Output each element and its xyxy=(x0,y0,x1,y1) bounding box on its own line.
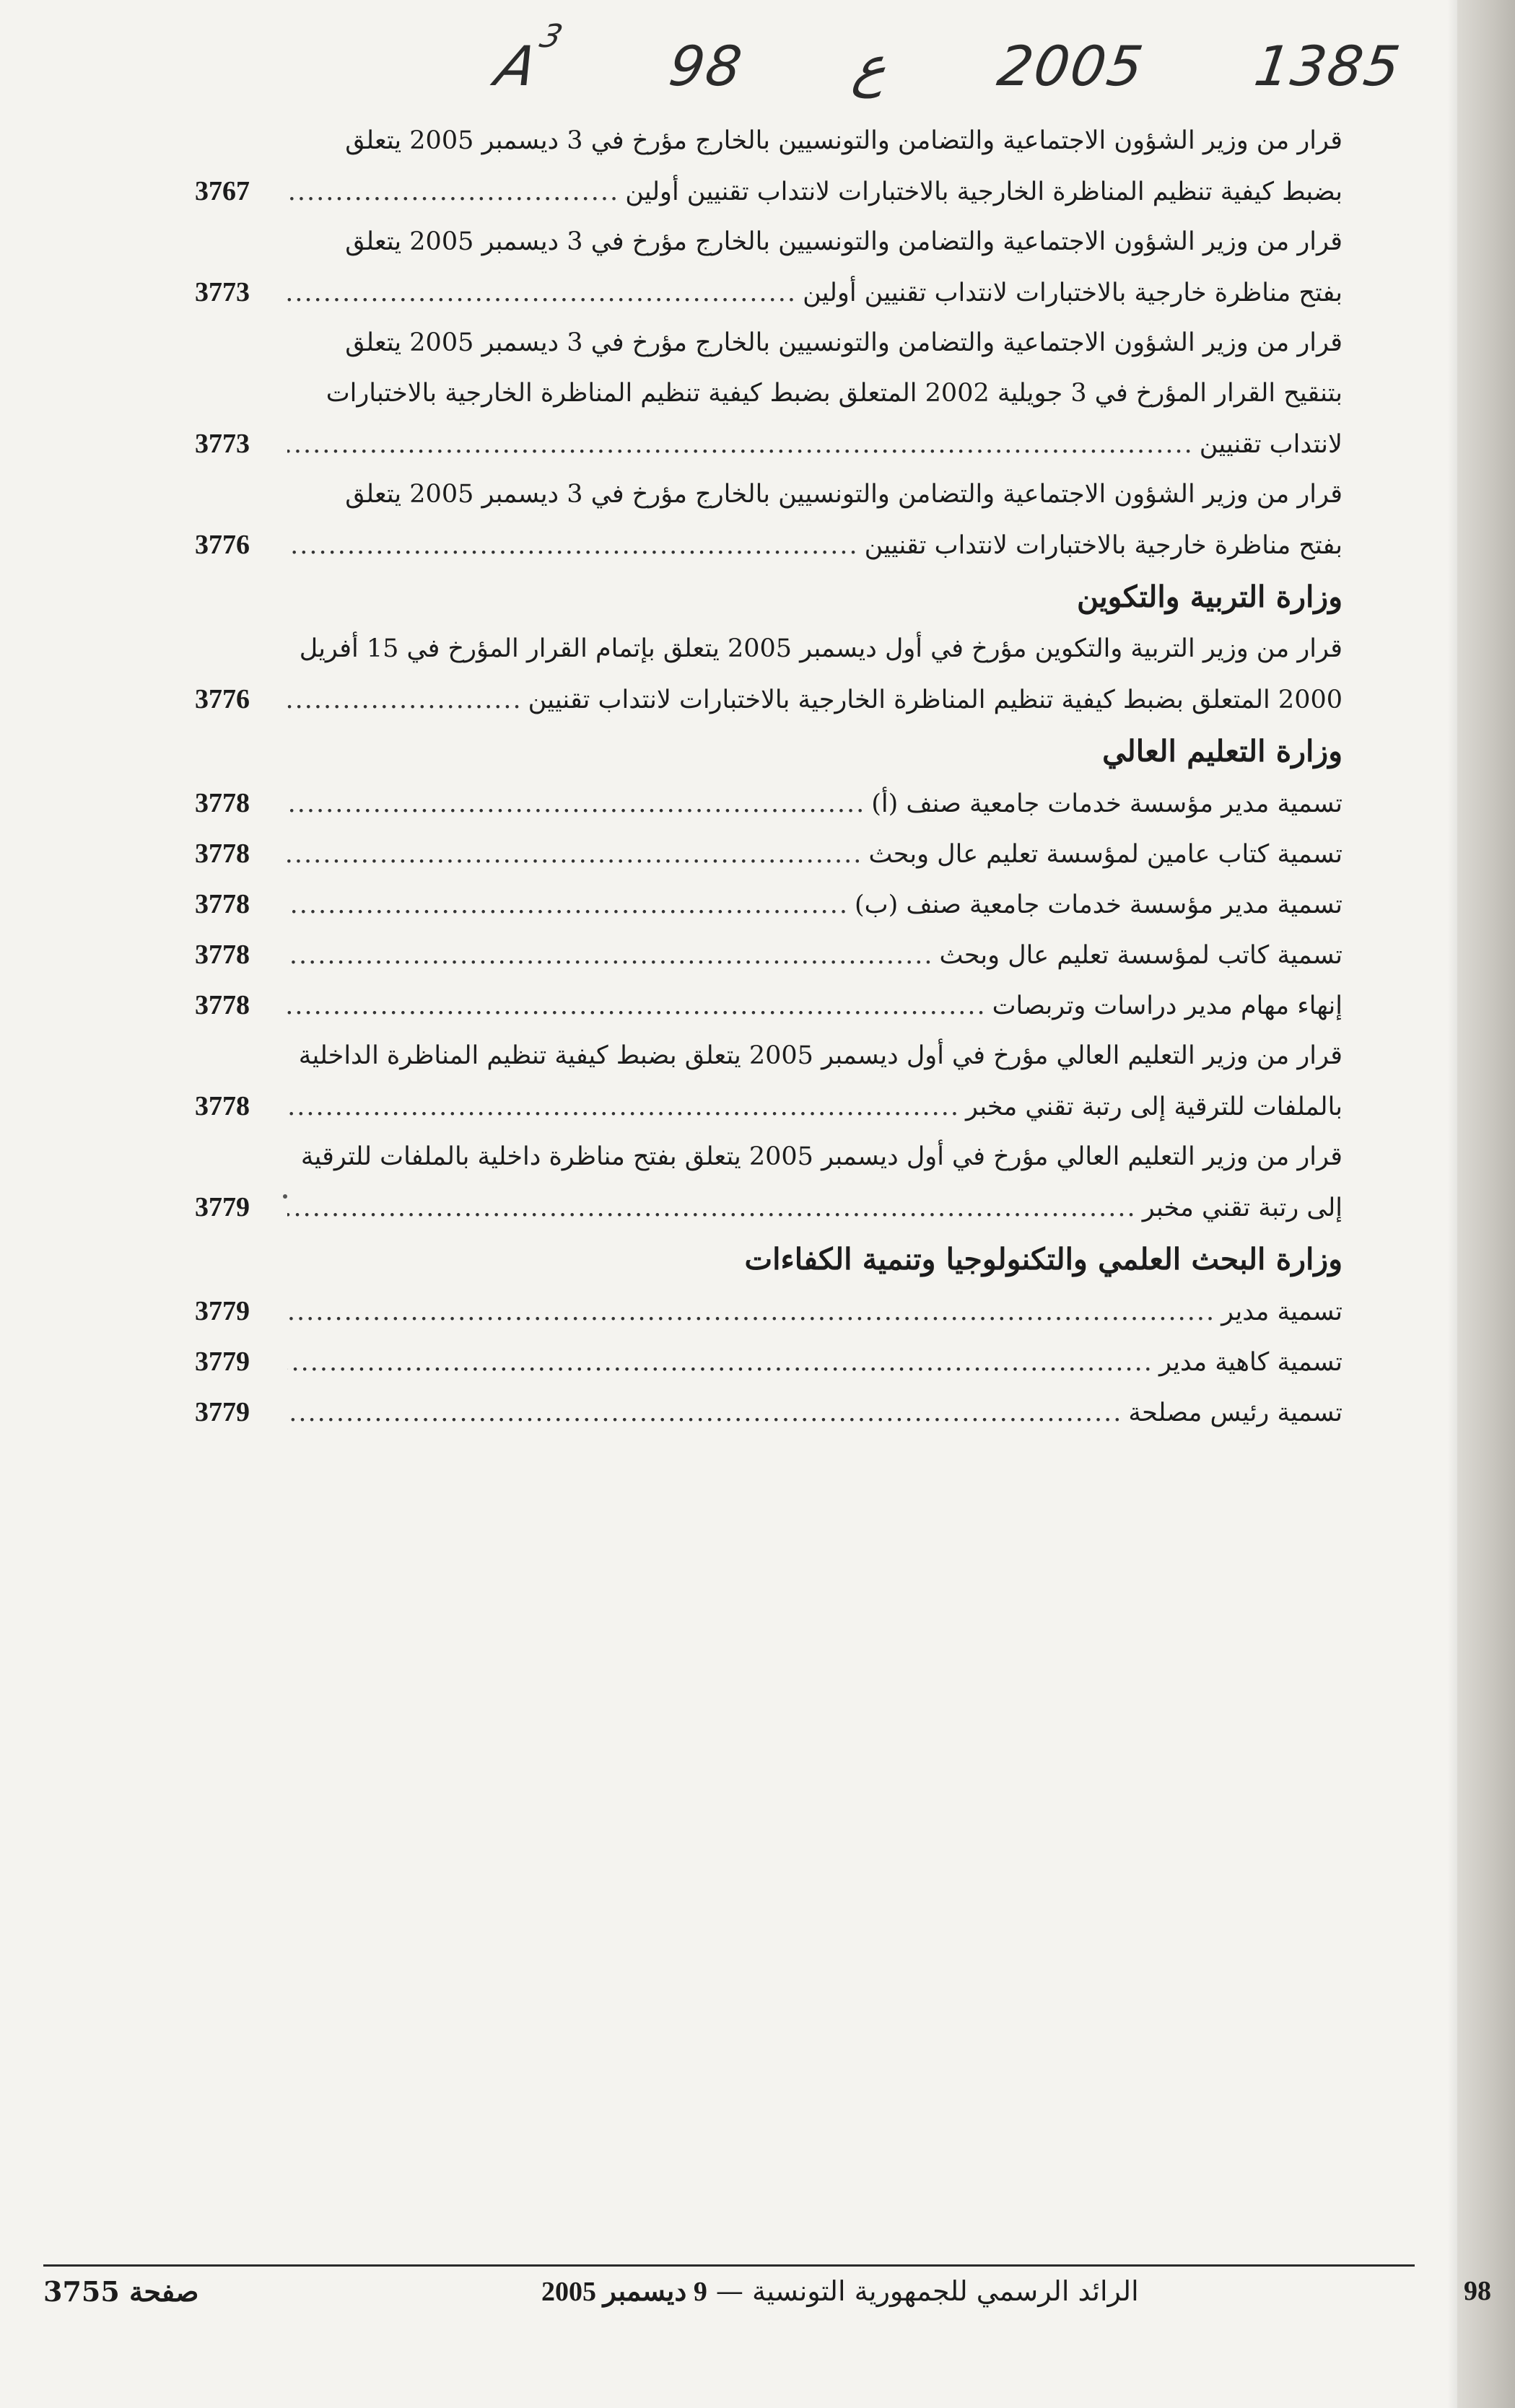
entry-page-number: 3779 xyxy=(195,1192,250,1222)
entry-text: قرار من وزير التعليم العالي مؤرخ في أول ديسمبر 2005 يتعلق بفتح مناظرة داخلية بالملفات للترقية xyxy=(300,1142,1342,1171)
section-heading: وزارة التعليم العالي xyxy=(1102,734,1342,769)
toc-entry-line xyxy=(195,1030,1342,1081)
footer-issue-number: 98 xyxy=(1464,2276,1491,2306)
entry-text: تسمية مدير xyxy=(1221,1297,1342,1326)
page-edge-shadow xyxy=(1447,0,1457,2408)
entry-text: قرار من وزير الشؤون الاجتماعية والتضامن والتونسيين بالخارج مؤرخ في 3 ديسمبر 2005 يتعلق xyxy=(345,126,1342,155)
toc-entry-line xyxy=(195,623,1342,674)
toc-entry-line xyxy=(195,368,1342,419)
section-heading: وزارة التربية والتكوين xyxy=(1077,579,1342,614)
entry-page-number: 3778 xyxy=(195,990,250,1020)
footer-journal-title: الرائد الرسمي للجمهورية التونسية — xyxy=(715,2275,1139,2307)
handwritten-note: A3 98 ع 2005 1385 xyxy=(489,17,1405,98)
dot-leader xyxy=(287,167,619,217)
entry-page-number: 3778 xyxy=(195,940,250,970)
toc-entry-line xyxy=(195,318,1342,368)
entry-page-number: 3778 xyxy=(195,839,250,869)
entry-text: لانتداب تقنيين xyxy=(1199,430,1342,459)
entry-page-number: 3778 xyxy=(195,1091,250,1121)
entry-page-number: 3779 xyxy=(195,1347,250,1377)
toc-entry-line xyxy=(195,115,1342,166)
entry-page-number: 3779 xyxy=(195,1397,250,1427)
toc-entry-line xyxy=(195,1081,1342,1131)
toc-entry-line xyxy=(195,879,1342,929)
toc-entry-line xyxy=(195,828,1342,879)
scan-speck xyxy=(283,1194,287,1199)
entry-text: بتنقيح القرار المؤرخ في 3 جويلية 2002 المتعلق بضبط كيفية تنظيم المناظرة الخارجية بالاختبارات xyxy=(326,379,1342,408)
toc-entry-line xyxy=(195,1131,1342,1182)
dot-leader xyxy=(287,1082,960,1132)
toc-entry-line xyxy=(195,166,1342,216)
toc-entry-line xyxy=(195,1286,1342,1336)
toc-entry-line xyxy=(195,1182,1342,1233)
entry-text: بفتح مناظرة خارجية بالاختبارات لانتداب تقنيين xyxy=(864,531,1342,560)
dot-leader xyxy=(287,419,1194,470)
entry-text: إنهاء مهام مدير دراسات وتربصات xyxy=(992,991,1342,1020)
table-of-contents xyxy=(195,115,1342,1437)
entry-text: بضبط كيفية تنظيم المناظرة الخارجية بالاختبارات لانتداب تقنيين أولين xyxy=(625,178,1342,206)
dot-leader xyxy=(287,1183,1137,1233)
dot-leader xyxy=(287,1287,1215,1337)
entry-text: قرار من وزير التربية والتكوين مؤرخ في أول ديسمبر 2005 يتعلق بإتمام القرار المؤرخ في 15 أفريل xyxy=(299,634,1342,663)
entry-page-number: 3773 xyxy=(195,277,250,307)
dot-leader xyxy=(287,930,933,981)
entry-page-number: 3776 xyxy=(195,684,250,714)
entry-text: تسمية كتاب عامين لمؤسسة تعليم عال وبحث xyxy=(868,840,1342,869)
entry-page-number: 3776 xyxy=(195,530,250,560)
entry-text: تسمية كاهية مدير xyxy=(1158,1348,1342,1377)
dot-leader xyxy=(287,268,797,318)
dot-leader xyxy=(287,1337,1153,1388)
footer-page-number: صفحة 3755 xyxy=(43,2275,199,2308)
dot-leader xyxy=(287,1388,1122,1438)
entry-page-number: 3773 xyxy=(195,429,250,459)
footer-journal xyxy=(541,2275,1139,2308)
footer-journal-date: 9 ديسمبر 2005 xyxy=(541,2277,707,2307)
entry-text: قرار من وزير الشؤون الاجتماعية والتضامن والتونسيين بالخارج مؤرخ في 3 ديسمبر 2005 يتعلق xyxy=(345,480,1342,509)
entry-page-number: 3778 xyxy=(195,788,250,818)
dot-leader xyxy=(287,829,863,880)
entry-text: تسمية مدير مؤسسة خدمات جامعية صنف (أ) xyxy=(871,789,1342,818)
toc-entry-line xyxy=(195,1336,1342,1387)
toc-entry-line xyxy=(195,778,1342,828)
dot-leader xyxy=(287,779,865,829)
page-edge-bleed xyxy=(1457,0,1515,2408)
toc-entry-line xyxy=(195,674,1342,724)
entry-text: قرار من وزير التعليم العالي مؤرخ في أول ديسمبر 2005 يتعلق بضبط كيفية تنظيم المناظرة الداخلية xyxy=(298,1041,1342,1070)
dot-leader xyxy=(287,520,859,571)
page-footer xyxy=(43,2264,1491,2317)
dot-leader xyxy=(287,880,849,930)
entry-text: قرار من وزير الشؤون الاجتماعية والتضامن والتونسيين بالخارج مؤرخ في 3 ديسمبر 2005 يتعلق xyxy=(345,328,1342,357)
toc-entry-line xyxy=(195,520,1342,570)
entry-text: تسمية كاتب لمؤسسة تعليم عال وبحث xyxy=(939,941,1342,970)
entry-page-number: 3779 xyxy=(195,1296,250,1326)
entry-text: إلى رتبة تقني مخبر xyxy=(1142,1194,1342,1222)
entry-text: بالملفات للترقية إلى رتبة تقني مخبر xyxy=(966,1093,1342,1121)
toc-entry-line xyxy=(195,267,1342,318)
toc-entry-line xyxy=(195,469,1342,520)
toc-entry-line xyxy=(195,1387,1342,1437)
toc-entry-line xyxy=(195,216,1342,267)
entry-text: تسمية مدير مؤسسة خدمات جامعية صنف (ب) xyxy=(855,890,1342,919)
toc-entry-line xyxy=(195,929,1342,980)
entry-text: 2000 المتعلق بضبط كيفية تنظيم المناظرة الخارجية بالاختبارات لانتداب تقنيين xyxy=(528,686,1342,714)
dot-leader xyxy=(287,675,523,725)
entry-page-number: 3778 xyxy=(195,889,250,919)
section-heading: وزارة البحث العلمي والتكنولوجيا وتنمية الكفاءات xyxy=(744,1242,1342,1277)
toc-entry-line xyxy=(195,419,1342,469)
entry-text: تسمية رئيس مصلحة xyxy=(1128,1398,1342,1427)
entry-text: قرار من وزير الشؤون الاجتماعية والتضامن والتونسيين بالخارج مؤرخ في 3 ديسمبر 2005 يتعلق xyxy=(345,227,1342,256)
entry-text: بفتح مناظرة خارجية بالاختبارات لانتداب تقنيين أولين xyxy=(803,279,1342,307)
toc-entry-line xyxy=(195,980,1342,1030)
entry-page-number: 3767 xyxy=(195,176,250,206)
dot-leader xyxy=(287,981,987,1031)
